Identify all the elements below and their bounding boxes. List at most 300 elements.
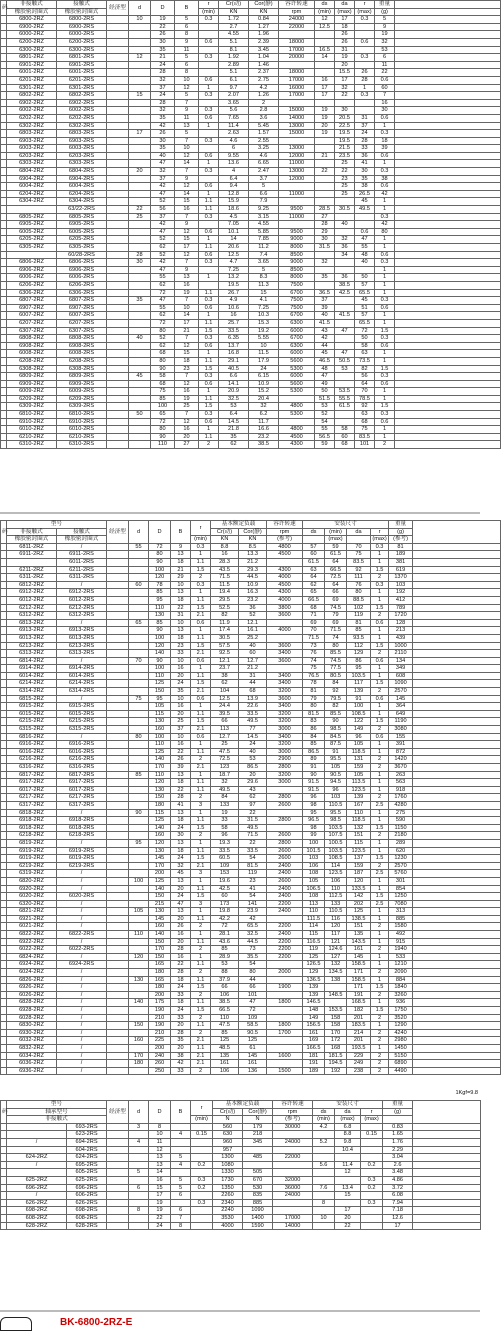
table-cell: 16.6 <box>249 426 279 434</box>
table-cell: 6915-2RZ <box>7 703 57 711</box>
table-cell: 6319-2RZ <box>7 870 57 878</box>
table-cell: 2.1 <box>191 726 211 734</box>
table-cell: 1.65 <box>383 1131 413 1139</box>
table-cell <box>335 373 355 381</box>
table-cell: 28 <box>151 69 175 77</box>
table-cell: 3.6 <box>249 114 279 122</box>
table-cell: 132 <box>347 824 371 832</box>
table-cell: 11.5 <box>211 581 239 589</box>
table-cell: 2.1 <box>191 1060 211 1068</box>
table-row <box>1 908 501 916</box>
table-cell: 123 <box>211 764 239 772</box>
table-cell: 0.6 <box>191 619 211 627</box>
table-cell-blank <box>395 76 501 84</box>
table-cell <box>107 274 129 282</box>
table-cell: 0.6 <box>375 418 395 426</box>
table-cell-blank <box>395 251 501 259</box>
table-cell: 202 <box>347 900 371 908</box>
table-cell <box>107 373 129 381</box>
table-cell: 4 <box>171 1131 191 1139</box>
table-cell: 106 <box>211 991 239 999</box>
table-cell: 95 <box>347 665 371 673</box>
table-cell: 69 <box>325 596 347 604</box>
table-cell: 6904-2RZ <box>7 175 57 183</box>
table-cell: 6700 <box>279 312 315 320</box>
table-cell: 6905-2RS <box>57 221 107 229</box>
table-cell: 22 <box>335 1222 361 1230</box>
table-cell: 19 <box>315 114 335 122</box>
table-cell <box>129 1146 149 1154</box>
table-cell <box>107 46 129 54</box>
table-cell: 22 <box>151 23 175 31</box>
table-cell: 2400 <box>267 931 303 939</box>
table-cell: 9500 <box>279 228 315 236</box>
table-cell: 5 <box>175 54 199 62</box>
table-cell: 42.5 <box>335 289 355 297</box>
table-cell: 6926-2RZ <box>7 984 57 992</box>
table-cell-blank <box>395 213 501 221</box>
table-cell: 139 <box>303 984 325 992</box>
table-cell: 6300 <box>279 342 315 350</box>
table-cell: 200 <box>149 870 171 878</box>
table-cell: 0.2 <box>191 1184 213 1192</box>
table-cell: 39 <box>315 304 335 312</box>
table-cell: 608 <box>389 672 413 680</box>
table-cell <box>129 46 151 54</box>
table-cell <box>273 1131 313 1139</box>
table-cell <box>107 1192 129 1200</box>
table-cell: 885 <box>243 1199 273 1207</box>
header-speed-unit-3: rpm <box>273 1108 313 1116</box>
table-cell: 6315-2RZ <box>7 726 57 734</box>
table-cell <box>129 31 151 39</box>
table-cell: 9.25 <box>249 206 279 214</box>
table-cell: 23.7 <box>211 665 239 673</box>
table-cell <box>129 441 151 449</box>
table-cell: 12 <box>315 16 335 24</box>
table-cell: 114 <box>303 923 325 931</box>
table-cell: 12.1 <box>239 619 267 627</box>
table-cell: / <box>57 657 107 665</box>
table-cell: 26 <box>335 38 355 46</box>
table-cell: 0.6 <box>199 304 219 312</box>
table-cell: 129 <box>303 969 325 977</box>
table-cell: 106 <box>211 1067 239 1075</box>
table-cell: 6806-2RS <box>57 259 107 267</box>
table-cell: 100 <box>151 403 175 411</box>
table-cell: 2800 <box>267 764 303 772</box>
table-cell <box>171 1146 191 1154</box>
table-cell <box>267 1060 303 1068</box>
table-row <box>1 418 501 426</box>
table-cell: 61.5 <box>303 558 325 566</box>
table-cell <box>313 1207 335 1215</box>
table-cell: 31.5 <box>315 244 335 252</box>
table-cell: 47 <box>239 999 267 1007</box>
table-cell: 6000 <box>279 350 315 358</box>
table-cell: 133 <box>325 900 347 908</box>
table-cell: 1.5 <box>199 365 219 373</box>
table-cell: 6008-2RZ <box>7 350 57 358</box>
table-cell <box>199 23 219 31</box>
table-cell: 6215-2RZ <box>7 718 57 726</box>
table-cell: 52 <box>151 236 175 244</box>
table-cell: 83.5 <box>347 558 371 566</box>
table-cell: 1 <box>371 703 389 711</box>
table-cell: 2800 <box>267 817 303 825</box>
table-cell: 6890 <box>389 1060 413 1068</box>
table-cell: 1.5 <box>371 893 389 901</box>
table-cell: 108.5 <box>325 855 347 863</box>
table-cell-blank <box>413 786 501 794</box>
table-cell: 90.5 <box>325 771 347 779</box>
table-cell: 189 <box>303 1067 325 1075</box>
table-cell: 4280 <box>389 801 413 809</box>
table-cell: 72 <box>149 543 171 551</box>
table-row <box>1 893 501 901</box>
header-eco-3: 经济型 <box>107 1101 129 1124</box>
table-cell <box>129 1154 149 1162</box>
table-cell <box>107 433 129 441</box>
table-cell <box>315 38 335 46</box>
table-row <box>1 1214 481 1222</box>
table-cell <box>107 885 129 893</box>
table-cell: 75 <box>355 426 375 434</box>
table-cell: 4 <box>171 1161 191 1169</box>
table-cell-blank <box>413 1037 501 1045</box>
table-cell: 13.7 <box>219 342 249 350</box>
table-cell: 10 <box>171 581 191 589</box>
table-cell: 1.5 <box>191 855 211 863</box>
table-cell: 1.27 <box>249 23 279 31</box>
table-cell: 7.4 <box>249 251 279 259</box>
table-cell: 0.3 <box>199 335 219 343</box>
table-cell: 41.5 <box>335 312 355 320</box>
table-cell: 66 <box>211 984 239 992</box>
table-cell: 6900-2RZ <box>7 23 57 31</box>
table-cell: / <box>57 1044 107 1052</box>
table-cell: 0.6 <box>375 251 395 259</box>
table-cell: 20 <box>175 433 199 441</box>
table-cell: 1760 <box>389 794 413 802</box>
table-cell: 90.5 <box>239 1029 267 1037</box>
table-cell: 193.5 <box>347 1044 371 1052</box>
table-cell: 17 <box>129 130 151 138</box>
table-cell: 2.1 <box>191 650 211 658</box>
table-row <box>1 634 501 642</box>
table-cell <box>129 319 151 327</box>
table-cell: 6808-2RZ <box>7 335 57 343</box>
table-cell-blank <box>413 741 501 749</box>
table-cell: 0.6 <box>199 183 219 191</box>
table-cell: 49 <box>315 380 335 388</box>
table-cell: 18 <box>171 558 191 566</box>
table-cell: 1 <box>199 122 219 130</box>
table-cell: 1.1 <box>199 198 219 206</box>
table-cell: 7 <box>171 1214 191 1222</box>
table-cell: 90 <box>151 433 175 441</box>
table-cell: 2.55 <box>249 137 279 145</box>
table-row <box>1 817 501 825</box>
table-cell: 83.5 <box>355 433 375 441</box>
table-cell: 118.5 <box>347 817 371 825</box>
table-cell: 109 <box>211 862 239 870</box>
table-cell <box>107 190 129 198</box>
table-cell: 17 <box>335 76 355 84</box>
table-cell: 605-2RS <box>67 1169 107 1177</box>
table-cell: 111 <box>347 574 371 582</box>
table-cell: 1 <box>375 244 395 252</box>
table-cell <box>107 130 129 138</box>
table-cell: 28.3 <box>211 558 239 566</box>
table-cell: 1 <box>371 908 389 916</box>
table-cell <box>7 251 57 259</box>
table-cell: 6204-2RZ <box>7 190 57 198</box>
table-cell: 103 <box>389 581 413 589</box>
table-cell: 145 <box>347 953 371 961</box>
table-cell: 2.1 <box>191 688 211 696</box>
table-cell: 72 <box>211 923 239 931</box>
table-cell: 87.5 <box>325 741 347 749</box>
table-cell: 19 <box>149 1199 171 1207</box>
table-cell: 696-2RZ <box>7 1184 67 1192</box>
table-cell: 8.1 <box>219 46 249 54</box>
table-cell <box>129 244 151 252</box>
table-cell: 1.92 <box>219 54 249 62</box>
table-cell <box>361 1214 383 1222</box>
table-cell: 4000 <box>267 574 303 582</box>
table-cell: 32000 <box>273 1176 313 1184</box>
table-cell: 15 <box>175 350 199 358</box>
table-cell: 2800 <box>267 839 303 847</box>
table-cell: 173 <box>211 900 239 908</box>
table-cell: 53 <box>335 365 355 373</box>
table-cell: 79 <box>325 612 347 620</box>
table-cell: 23 <box>239 877 267 885</box>
table-cell: 3000 <box>267 726 303 734</box>
table-cell: 6304-2RS <box>57 198 107 206</box>
table-cell: 6018-2RZ <box>7 824 57 832</box>
table-cell: 0.3 <box>355 54 375 62</box>
table-cell <box>335 335 355 343</box>
table-cell: 19 <box>375 31 395 39</box>
table-cell: 140 <box>149 885 171 893</box>
table-cell: 116.5 <box>303 938 325 946</box>
table-cell: 2.1 <box>191 612 211 620</box>
table-cell: 61.5 <box>335 403 355 411</box>
table-cell: 86.5 <box>303 748 325 756</box>
table-cell: 6310-2RS <box>57 441 107 449</box>
table-cell: 117 <box>325 931 347 939</box>
table-cell: 6202-2RZ <box>7 114 57 122</box>
table-cell: 6006-2RZ <box>7 274 57 282</box>
table-cell <box>129 160 151 168</box>
table-cell-blank <box>395 92 501 100</box>
table-cell: 115 <box>149 710 171 718</box>
table-row <box>1 16 501 24</box>
table-row <box>1 297 501 305</box>
table-cell: 69 <box>325 619 347 627</box>
table-cell: 1800 <box>267 999 303 1007</box>
table-cell: 6211-2RS <box>57 566 107 574</box>
table-cell <box>361 1192 383 1200</box>
table-row <box>1 289 501 297</box>
table-cell: 42 <box>151 221 175 229</box>
table-cell-blank <box>413 1146 481 1154</box>
table-cell <box>129 786 149 794</box>
table-row <box>1 748 501 756</box>
table-cell: 122 <box>347 718 371 726</box>
header-sub-model-3: 轴承型号 <box>7 1108 107 1116</box>
table-row <box>1 809 501 817</box>
table-cell: 1.1 <box>191 672 211 680</box>
table-cell: 16 <box>219 312 249 320</box>
table-cell <box>129 885 149 893</box>
table-cell: 180 <box>149 969 171 977</box>
table-cell: 210 <box>149 1029 171 1037</box>
table-cell: 10 <box>171 695 191 703</box>
table-cell <box>107 168 129 176</box>
table-cell: 6021-2RZ <box>7 923 57 931</box>
table-row <box>1 206 501 214</box>
table-cell <box>129 1192 149 1200</box>
table-cell: / <box>57 733 107 741</box>
table-cell <box>267 991 303 999</box>
table-cell <box>199 69 219 77</box>
table-cell <box>107 319 129 327</box>
table-cell: 123.5 <box>347 786 371 794</box>
table-cell: 39.5 <box>211 710 239 718</box>
table-cell: 44 <box>315 342 335 350</box>
table-cell: 88.5 <box>347 596 371 604</box>
table-cell <box>191 1169 213 1177</box>
table-cell-blank <box>413 1044 501 1052</box>
table-cell: 2180 <box>389 832 413 840</box>
table-cell: 1 <box>375 312 395 320</box>
table-cell: 53.5 <box>335 388 355 396</box>
table-cell <box>107 923 129 931</box>
table-cell <box>313 1192 335 1200</box>
table-cell-blank <box>413 566 501 574</box>
table-cell: 123.5 <box>347 847 371 855</box>
table-cell: 16.3 <box>239 589 267 597</box>
table-cell <box>107 855 129 863</box>
table-cell: 6214-2RS <box>57 680 107 688</box>
table-cell: 167 <box>347 801 371 809</box>
table-cell: 125 <box>239 1037 267 1045</box>
table-cell: 2 <box>191 991 211 999</box>
table-cell: 1 <box>199 84 219 92</box>
table-cell: 113.5 <box>347 779 371 787</box>
header-speed-unit: rpm <box>279 8 315 16</box>
table-cell: 1 <box>191 877 211 885</box>
table-cell: 60.5 <box>211 855 239 863</box>
table-cell: 2.5 <box>371 870 389 878</box>
table-cell <box>107 604 129 612</box>
table-cell: 68 <box>303 604 325 612</box>
table-row <box>1 69 501 77</box>
table-cell: 71.5 <box>325 627 347 635</box>
table-cell <box>191 1207 213 1215</box>
table-cell: 2600 <box>267 877 303 885</box>
table-cell: 103 <box>303 855 325 863</box>
table-cell <box>129 794 149 802</box>
table-cell: 45 <box>355 297 375 305</box>
table-cell-blank <box>413 642 501 650</box>
table-cell: 161 <box>347 946 371 954</box>
table-cell: 15 <box>175 236 199 244</box>
table-cell: 623-2RS <box>67 1131 107 1139</box>
table-cell <box>129 350 151 358</box>
table-cell: 6801-2RZ <box>7 54 57 62</box>
table-cell: 6904-2RS <box>57 175 107 183</box>
table-cell: 1 <box>371 877 389 885</box>
table-cell: 11.9 <box>211 619 239 627</box>
header-rmax-2: r <box>371 528 389 536</box>
table-cell <box>129 198 151 206</box>
table-row <box>1 612 501 620</box>
table-cell: 628-2RZ <box>7 1222 67 1230</box>
table-cell: 313 <box>389 908 413 916</box>
table-cell: 72 <box>355 327 375 335</box>
table-cell: 95 <box>303 809 325 817</box>
table-cell: 1.1 <box>191 748 211 756</box>
table-cell: 289 <box>389 839 413 847</box>
table-cell: 2000 <box>267 969 303 977</box>
product-title: BK-6800-2RZ-E <box>60 1317 133 1328</box>
table-cell-blank <box>395 388 501 396</box>
table-cell: 5 <box>249 266 279 274</box>
table-cell: 110 <box>129 931 149 939</box>
table-cell: 83 <box>303 718 325 726</box>
table-cell: 58 <box>355 342 375 350</box>
table-cell <box>107 122 129 130</box>
table-cell: 6206-2RS <box>57 281 107 289</box>
table-cell: 28 <box>355 76 375 84</box>
table-cell: 10.6 <box>219 304 249 312</box>
table-cell: 13 <box>171 551 191 559</box>
table-cell-blank <box>395 31 501 39</box>
table-cell: 18 <box>171 817 191 825</box>
table-cell <box>107 650 129 658</box>
table-cell <box>107 1060 129 1068</box>
table-cell: 6801-2RS <box>57 54 107 62</box>
table-cell: 885 <box>389 915 413 923</box>
table-cell: 181 <box>303 1052 325 1060</box>
table-cell <box>273 1146 313 1154</box>
table-cell <box>107 581 129 589</box>
header-r-2: r <box>191 521 211 536</box>
table-cell: 32 <box>335 236 355 244</box>
table-cell <box>107 1161 129 1169</box>
table-cell: 1 <box>371 741 389 749</box>
table-cell: 1 <box>371 779 389 787</box>
table-cell: 18.7 <box>211 771 239 779</box>
table-cell: 5300 <box>279 365 315 373</box>
table-cell: 1.1 <box>191 976 211 984</box>
table-cell-blank <box>413 801 501 809</box>
table-cell <box>107 695 129 703</box>
table-cell: 6310-2RZ <box>7 441 57 449</box>
table-cell: 17 <box>315 92 335 100</box>
table-cell: 4500 <box>279 433 315 441</box>
table-cell-blank <box>413 589 501 597</box>
table-cell <box>315 31 335 39</box>
table-cell: 90 <box>151 365 175 373</box>
table-cell: 124.6 <box>325 946 347 954</box>
table-cell: 391 <box>389 741 413 749</box>
table-row <box>1 862 501 870</box>
